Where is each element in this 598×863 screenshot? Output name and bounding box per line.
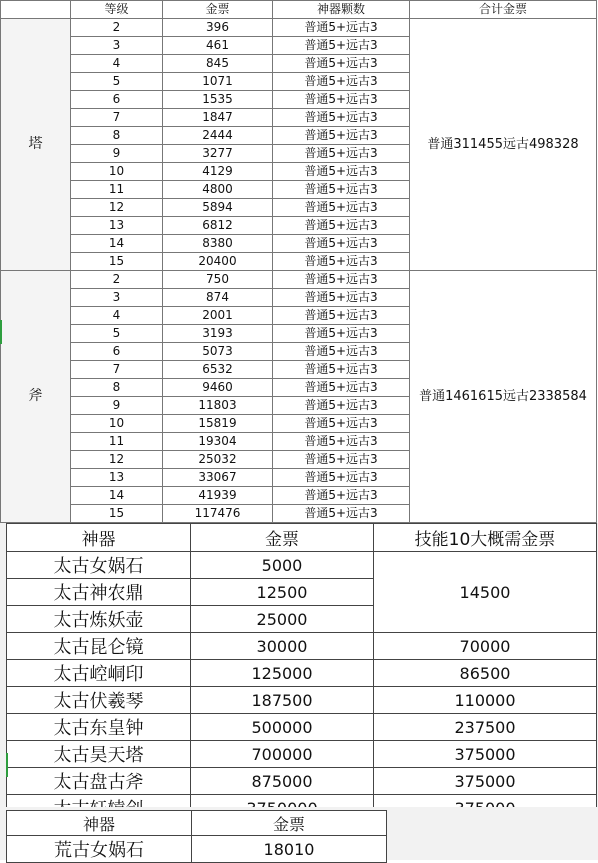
header-level: 等级 [71, 1, 163, 19]
skill-gold: 86500 [374, 660, 597, 687]
skill-gold: 237500 [374, 714, 597, 741]
cell-level: 4 [71, 307, 163, 325]
table-row [7, 660, 597, 687]
artifact-gold: 125000 [191, 660, 374, 687]
cell-level: 15 [71, 505, 163, 523]
cell-gold: 33067 [163, 469, 273, 487]
artifact-name: 太古昊天塔 [7, 741, 191, 768]
header-gold: 金票 [163, 1, 273, 19]
cell-level: 3 [71, 289, 163, 307]
table-row [7, 714, 597, 741]
cell-level: 2 [71, 19, 163, 37]
cell-count: 普通5+远古3 [273, 73, 410, 91]
cell-count: 普通5+远古3 [273, 19, 410, 37]
cell-gold: 2001 [163, 307, 273, 325]
cell-count: 普通5+远古3 [273, 199, 410, 217]
header-gold: 金票 [191, 524, 374, 552]
artifact-name: 太古伏羲琴 [7, 687, 191, 714]
header-total: 合计金票 [410, 1, 597, 19]
cell-gold: 461 [163, 37, 273, 55]
cell-gold: 1535 [163, 91, 273, 109]
cell-gold: 750 [163, 271, 273, 289]
header-artifact: 神器 [7, 524, 191, 552]
cell-level: 13 [71, 469, 163, 487]
cell-gold: 5073 [163, 343, 273, 361]
artifact-name: 太古炼妖壶 [7, 606, 191, 633]
cell-gold: 4129 [163, 163, 273, 181]
skill-gold: 110000 [374, 687, 597, 714]
header-row [7, 811, 387, 836]
cell-level: 5 [71, 325, 163, 343]
cell-gold: 4800 [163, 181, 273, 199]
artifact-gold: 500000 [191, 714, 374, 741]
cell-level: 6 [71, 91, 163, 109]
cell-gold: 3277 [163, 145, 273, 163]
cell-level: 11 [71, 181, 163, 199]
cell-count: 普通5+远古3 [273, 343, 410, 361]
cell-gold: 1071 [163, 73, 273, 91]
artifact-gold: 5000 [191, 552, 374, 579]
cell-count: 普通5+远古3 [273, 235, 410, 253]
artifact-name: 荒古女娲石 [7, 836, 192, 863]
cell-level: 5 [71, 73, 163, 91]
cell-count: 普通5+远古3 [273, 361, 410, 379]
cell-gold: 117476 [163, 505, 273, 523]
cell-selection-marker [6, 753, 8, 777]
cell-count: 普通5+远古3 [273, 487, 410, 505]
header-gold: 金票 [192, 811, 387, 836]
artifact-name: 太古东皇钟 [7, 714, 191, 741]
cell-count: 普通5+远古3 [273, 469, 410, 487]
cell-gold: 41939 [163, 487, 273, 505]
cell-gold: 845 [163, 55, 273, 73]
header-row [7, 524, 597, 552]
artifact-gold: 30000 [191, 633, 374, 660]
cell-count: 普通5+远古3 [273, 127, 410, 145]
header-skill-gold: 技能10大概需金票 [374, 524, 597, 552]
cell-gold: 9460 [163, 379, 273, 397]
group-label: 斧 [1, 271, 71, 523]
cell-count: 普通5+远古3 [273, 109, 410, 127]
cell-level: 14 [71, 487, 163, 505]
ancient-artifact-table [6, 810, 387, 863]
artifact-name: 太古女娲石 [7, 552, 191, 579]
table-row [7, 836, 387, 863]
cell-level: 7 [71, 361, 163, 379]
table-row [1, 19, 597, 37]
artifact-gold: 700000 [191, 741, 374, 768]
artifact-name: 太古昆仑镜 [7, 633, 191, 660]
skill-gold: 70000 [374, 633, 597, 660]
cell-count: 普通5+远古3 [273, 505, 410, 523]
cell-count: 普通5+远古3 [273, 289, 410, 307]
cell-count: 普通5+远古3 [273, 37, 410, 55]
cell-level: 12 [71, 199, 163, 217]
cell-count: 普通5+远古3 [273, 145, 410, 163]
table-row [7, 552, 597, 579]
cell-gold: 1847 [163, 109, 273, 127]
artifact-name: 太古崆峒印 [7, 660, 191, 687]
cell-level: 4 [71, 55, 163, 73]
artifact-gold: 187500 [191, 687, 374, 714]
cell-count: 普通5+远古3 [273, 325, 410, 343]
artifact-gold: 18010 [192, 836, 387, 863]
artifact-gold: 25000 [191, 606, 374, 633]
skill-gold: 375000 [374, 741, 597, 768]
cell-count: 普通5+远古3 [273, 91, 410, 109]
skill-gold: 14500 [374, 552, 597, 633]
cell-level: 15 [71, 253, 163, 271]
group-label: 塔 [1, 19, 71, 271]
cell-gold: 3193 [163, 325, 273, 343]
cell-level: 14 [71, 235, 163, 253]
artifact-name: 太古神农鼎 [7, 579, 191, 606]
cell-level: 12 [71, 451, 163, 469]
cell-level: 7 [71, 109, 163, 127]
cell-level: 10 [71, 163, 163, 181]
cell-gold: 5894 [163, 199, 273, 217]
skill-gold: 375000 [374, 768, 597, 795]
cell-count: 普通5+远古3 [273, 55, 410, 73]
table-row [7, 768, 597, 795]
cell-count: 普通5+远古3 [273, 163, 410, 181]
table-row [1, 271, 597, 289]
cell-level: 11 [71, 433, 163, 451]
cell-level: 8 [71, 127, 163, 145]
cell-level: 10 [71, 415, 163, 433]
cell-gold: 396 [163, 19, 273, 37]
cell-count: 普通5+远古3 [273, 253, 410, 271]
cell-gold: 25032 [163, 451, 273, 469]
cell-count: 普通5+远古3 [273, 451, 410, 469]
cell-count: 普通5+远古3 [273, 217, 410, 235]
cell-level: 2 [71, 271, 163, 289]
cell-level: 13 [71, 217, 163, 235]
artifact-name: 太古盘古斧 [7, 768, 191, 795]
table-row [7, 741, 597, 768]
cell-gold: 2444 [163, 127, 273, 145]
table-row [7, 687, 597, 714]
group-total: 普通311455远古498328 [410, 19, 597, 271]
cell-count: 普通5+远古3 [273, 433, 410, 451]
cell-count: 普通5+远古3 [273, 397, 410, 415]
cell-gold: 15819 [163, 415, 273, 433]
cell-count: 普通5+远古3 [273, 271, 410, 289]
cell-gold: 8380 [163, 235, 273, 253]
header-artifact: 神器 [7, 811, 192, 836]
cell-gold: 6532 [163, 361, 273, 379]
artifact-gold: 875000 [191, 768, 374, 795]
cell-gold: 6812 [163, 217, 273, 235]
cell-level: 6 [71, 343, 163, 361]
cell-count: 普通5+远古3 [273, 379, 410, 397]
cell-count: 普通5+远古3 [273, 415, 410, 433]
cell-gold: 20400 [163, 253, 273, 271]
cell-gold: 11803 [163, 397, 273, 415]
cell-count: 普通5+远古3 [273, 181, 410, 199]
cell-count: 普通5+远古3 [273, 307, 410, 325]
header-count: 神器颗数 [273, 1, 410, 19]
cell-level: 9 [71, 397, 163, 415]
cell-level: 9 [71, 145, 163, 163]
row-selection-marker [0, 320, 2, 344]
table-row [7, 633, 597, 660]
corner-cell [1, 1, 71, 19]
artifact-gold-table [6, 523, 597, 822]
cell-gold: 19304 [163, 433, 273, 451]
group-total: 普通1461615远古2338584 [410, 271, 597, 523]
cell-level: 8 [71, 379, 163, 397]
header-row [1, 1, 597, 19]
artifact-gold: 12500 [191, 579, 374, 606]
cell-level: 3 [71, 37, 163, 55]
cell-gold: 874 [163, 289, 273, 307]
